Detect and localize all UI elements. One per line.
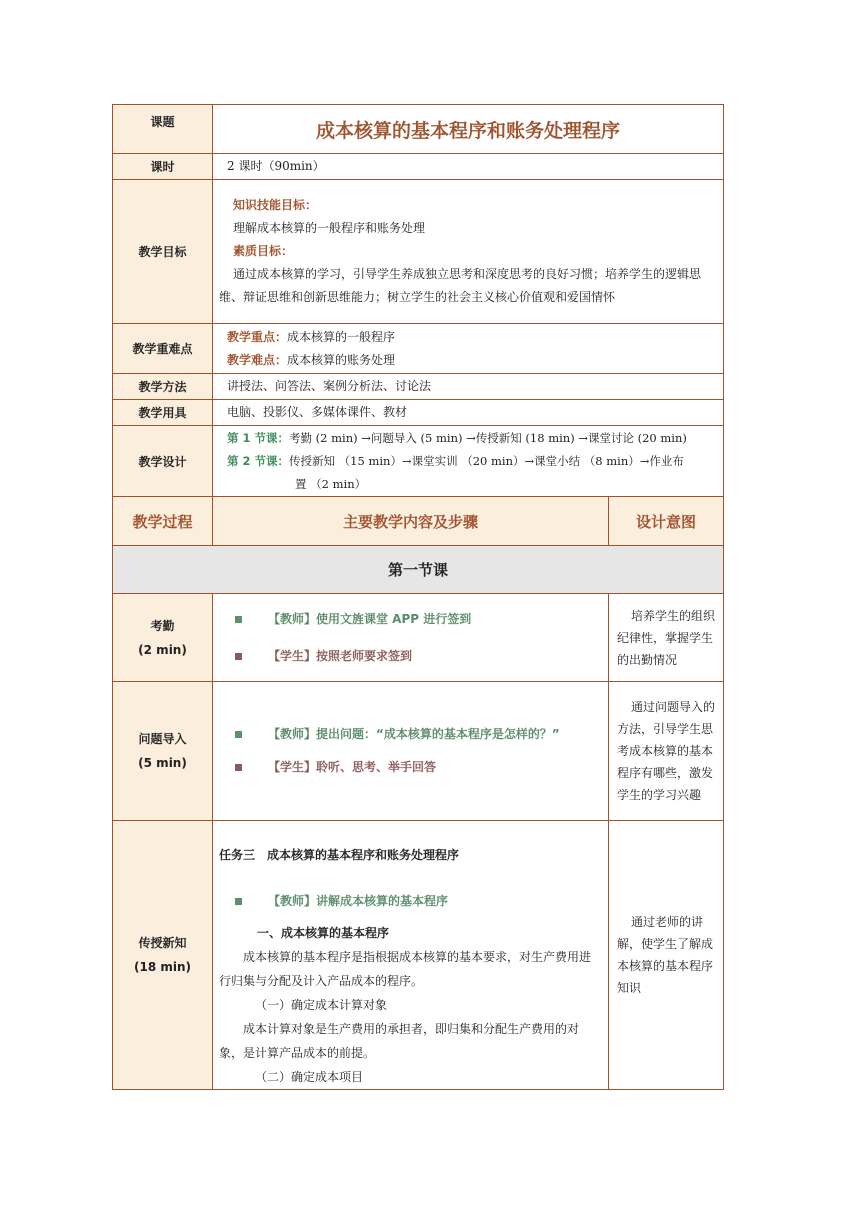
subheading-2: （二）确定成本项目 xyxy=(255,1070,364,1084)
process-header-stage: 教学过程 xyxy=(113,497,213,546)
teacher-step: 【教师】讲解成本核算的基本程序 xyxy=(268,894,449,908)
objectives-content xyxy=(213,180,724,324)
topic-label: 课题 xyxy=(113,105,213,154)
hours-label: 课时 xyxy=(113,154,213,180)
quality-heading: 素质目标： xyxy=(233,244,294,258)
difficulty-heading: 教学难点： xyxy=(227,352,288,367)
stage-new-knowledge xyxy=(113,821,213,1090)
lesson2-flow: 传授新知 （15 min）→课堂实训 （20 min）→课堂小结 （8 min）→作业布 xyxy=(289,453,684,468)
bullet-square-icon xyxy=(235,616,242,623)
keypoints-label: 教学重难点 xyxy=(113,324,213,374)
stage-name: 考勤 xyxy=(150,618,175,633)
stage-time: (5 min) xyxy=(138,756,187,770)
teacher-step: 【教师】提出问题：“成本核算的基本程序是怎样的？” xyxy=(268,727,560,741)
process-header-content: 主要教学内容及步骤 xyxy=(213,497,609,546)
list-item xyxy=(235,751,600,784)
bullet-square-icon xyxy=(235,764,242,771)
stage-question-intro xyxy=(113,682,213,821)
stage-name: 传授新知 xyxy=(138,936,187,950)
teacher-step: 【教师】使用文旌课堂 APP 进行签到 xyxy=(268,611,472,626)
stage-time: (2 min) xyxy=(138,642,187,657)
lesson2-heading: 第 2 节课： xyxy=(227,453,290,468)
stage-intent: 通过老师的讲解，使学生了解成本核算的基本程序知识 xyxy=(609,821,724,1090)
methods-value: 讲授法、问答法、案例分析法、讨论法 xyxy=(213,374,724,400)
hours-value: 2 课时（90min） xyxy=(213,154,724,180)
list-item xyxy=(235,638,600,675)
stage-content xyxy=(213,682,609,821)
lesson1-heading: 第 1 节课： xyxy=(227,430,290,445)
list-item xyxy=(219,889,602,913)
student-step: 【学生】聆听、思考、举手回答 xyxy=(268,760,437,774)
list-item xyxy=(235,718,600,751)
process-header-intent: 设计意图 xyxy=(609,497,724,546)
stage-content xyxy=(213,821,609,1090)
page-title: 成本核算的基本程序和账务处理程序 xyxy=(213,105,724,154)
bullet-square-icon xyxy=(235,731,242,738)
difficulty-text: 成本核算的账务处理 xyxy=(287,352,396,367)
task-title: 任务三 成本核算的基本程序和账务处理程序 xyxy=(219,848,460,862)
lesson-plan-table xyxy=(112,104,724,1090)
bullet-square-icon xyxy=(235,653,242,660)
subheading-1: （一）确定成本计算对象 xyxy=(255,998,388,1012)
objectives-label: 教学目标 xyxy=(113,180,213,324)
stage-intent: 通过问题导入的方法，引导学生思考成本核算的基本程序有哪些，激发学生的学习兴趣 xyxy=(609,682,724,821)
stage-attendance xyxy=(113,594,213,682)
section-first-lesson: 第一节课 xyxy=(113,546,724,594)
methods-label: 教学方法 xyxy=(113,374,213,400)
quality-text: 通过成本核算的学习，引导学生养成独立思考和深度思考的良好习惯；培养学生的逻辑思维、辩证思维和创新思维能力；树立学生的社会主义核心价值观和爱国情怀 xyxy=(219,267,702,304)
stage-intent: 培养学生的组织纪律性，掌握学生的出勤情况 xyxy=(609,594,724,682)
section-heading-1: 一、成本核算的基本程序 xyxy=(257,926,390,940)
stage-content xyxy=(213,594,609,682)
lesson2-flow-cont: 置 （2 min） xyxy=(295,476,367,491)
knowledge-text: 理解成本核算的一般程序和账务处理 xyxy=(233,221,426,235)
tools-value: 电脑、投影仪、多媒体课件、教材 xyxy=(213,400,724,426)
stage-name: 问题导入 xyxy=(138,732,187,746)
bullet-square-icon xyxy=(235,898,242,905)
tools-label: 教学用具 xyxy=(113,400,213,426)
focus-heading: 教学重点： xyxy=(227,329,288,344)
keypoints-content xyxy=(213,324,724,374)
paragraph-1: 成本核算的基本程序是指根据成本核算的基本要求，对生产费用进行归集与分配及计入产品成本的程序。 xyxy=(219,950,592,988)
list-item xyxy=(235,601,600,638)
focus-text: 成本核算的一般程序 xyxy=(287,329,396,344)
lesson-plan xyxy=(112,104,723,1090)
design-content xyxy=(213,426,724,497)
student-step: 【学生】按照老师要求签到 xyxy=(268,648,413,663)
paragraph-2: 成本计算对象是生产费用的承担者，即归集和分配生产费用的对象，是计算产品成本的前提。 xyxy=(219,1022,580,1060)
design-label: 教学设计 xyxy=(113,426,213,497)
stage-time: (18 min) xyxy=(133,960,191,974)
knowledge-heading: 知识技能目标： xyxy=(233,198,318,212)
lesson1-flow: 考勤 (2 min) →问题导入 (5 min) →传授新知 (18 min) →课堂讨论 (20 min) xyxy=(289,430,687,445)
